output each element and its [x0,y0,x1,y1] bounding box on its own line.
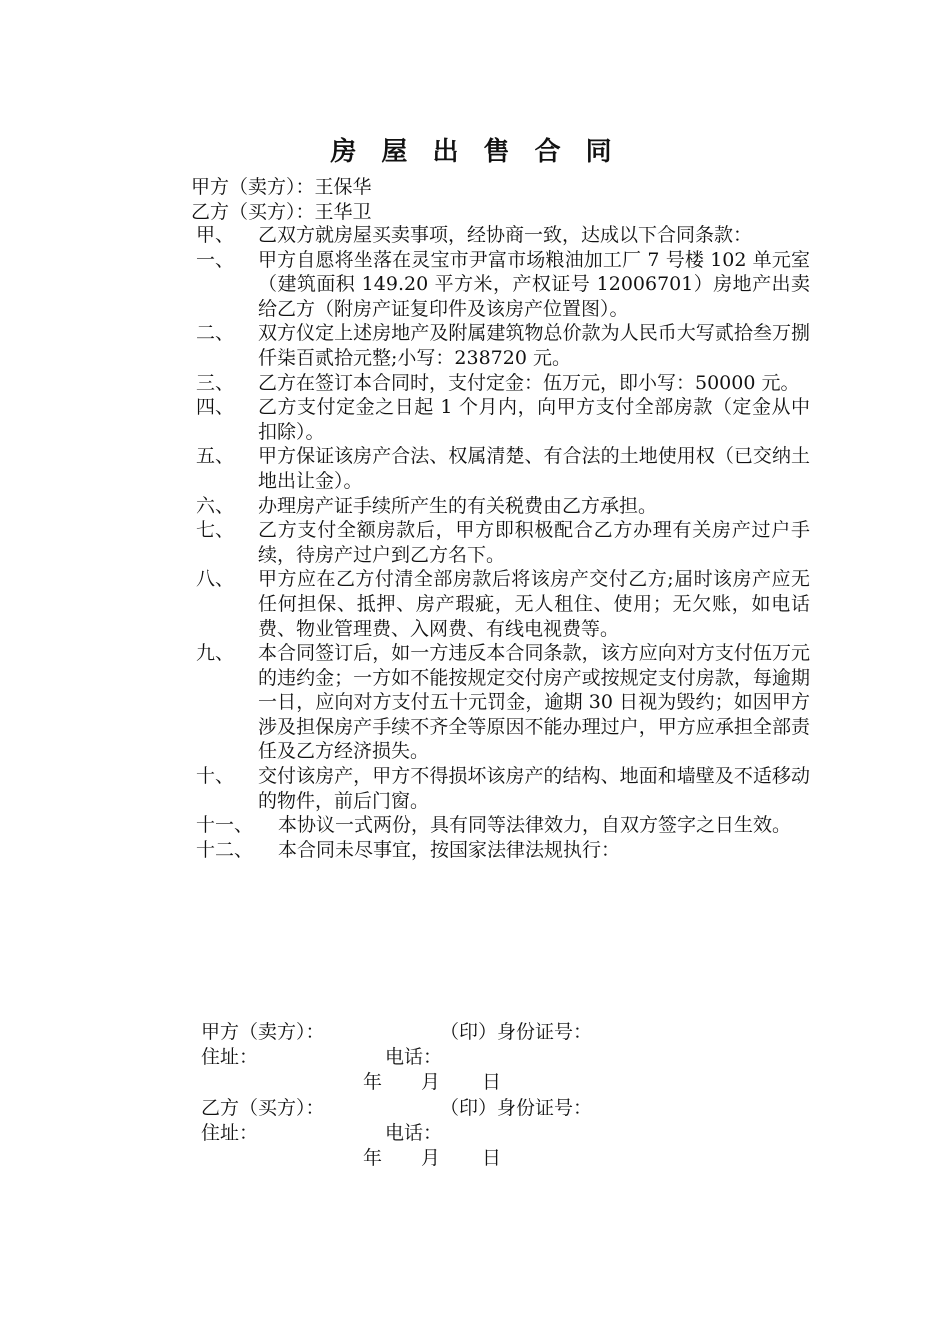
sig-buyer-year: 年 [363,1147,383,1169]
clause-text: 甲方自愿将坐落在灵宝市尹富市场粮油加工厂 7 号楼 102 单元室（建筑面积 149.20 平方米，产权证号 12006701）房地产出卖给乙方（附房产证复印件及该房产位置图）。 [258,248,810,320]
clause-text: 双方仪定上述房地产及附属建筑物总价款为人民币大写贰拾叁万捌仟柒百贰拾元整;小写：238720 元。 [258,322,810,369]
clause-text: 乙方支付全额房款后，甲方即积极配合乙方办理有关房产过户手续，待房产过户到乙方名下。 [258,519,810,566]
clause-item [196,395,810,444]
sig-seller-phone: 电话： [385,1046,443,1068]
sig-buyer-day: 日 [482,1147,502,1169]
clause-number: 七、 [196,519,235,542]
clause-text: 本合同签订后，如一方违反本合同条款，该方应向对方支付伍万元的违约金；一方如不能按规定交付房产或按规定支付房款，每逾期一日，应向对方支付五十元罚金，逾期 30 日视为毁约；如因甲方涉及担保房产手续不齐全等原因不能办理过户，甲方应承担全部责任及乙方经济损失。 [258,642,810,763]
clause-item [196,494,810,519]
clause-number: 二、 [196,322,235,345]
clause-text: 本合同未尽事宜，按国家法律法规执行： [278,838,621,861]
clause-number: 九、 [196,642,235,665]
clause-list [196,223,810,862]
sig-seller-month: 月 [421,1071,441,1093]
clause-text: 乙双方就房屋买卖事项，经协商一致，达成以下合同条款： [258,224,753,246]
clause-text: 乙方支付定金之日起 1 个月内，向甲方支付全部房款（定金从中扣除）。 [258,396,810,443]
clause-text: 本协议一式两份，具有同等法律效力，自双方签字之日生效。 [278,814,792,837]
clause-text: 甲方应在乙方付清全部房款后将该房产交付乙方;届时该房产应无任何担保、抵押、房产瑕疵，无人租住、使用；无欠账，如电话费、物业管理费、入网费、有线电视费等。 [258,568,810,640]
clause-text: 办理房产证手续所产生的有关税费由乙方承担。 [258,494,658,517]
clause-item [196,518,810,567]
sig-buyer-label: 乙方（买方）： [201,1097,325,1119]
sig-buyer-seal-id: （印）身份证号： [440,1097,593,1119]
clause-item [196,813,810,838]
clause-item [196,567,810,641]
clause-number: 甲、 [196,224,235,246]
clause-number: 三、 [196,371,235,394]
sig-seller-label: 甲方（卖方）： [201,1021,325,1043]
clause-number: 六、 [196,494,235,517]
buyer-line: 乙方（买方）：王华卫 [191,201,372,223]
clause-number: 八、 [196,568,235,591]
sig-seller-day: 日 [482,1071,502,1093]
clause-text: 交付该房产，甲方不得损坏该房产的结构、地面和墙壁及不适移动的物件，前后门窗。 [258,765,810,812]
clause-number: 五、 [196,445,235,468]
document-title: 房 屋 出 售 合 同 [330,137,620,167]
clause-text: 甲方保证该房产合法、权属清楚、有合法的土地使用权（已交纳土地出让金）。 [258,445,810,492]
sig-buyer-phone: 电话： [385,1122,443,1144]
sig-buyer-address: 住址： [201,1122,259,1144]
clause-number: 一、 [196,248,235,271]
clause-text: 乙方在签订本合同时，支付定金：伍万元，即小写：50000 元。 [258,371,800,394]
sig-seller-seal-id: （印）身份证号： [440,1021,593,1043]
clause-item [196,641,810,764]
clause-number: 十二、 [196,838,254,861]
clause-item [196,764,810,813]
clause-item [196,321,810,370]
clause-number: 十一、 [196,814,254,837]
clause-number: 十、 [196,765,235,788]
clause-item [196,248,810,322]
clause-item [196,444,810,493]
seller-line: 甲方（卖方）：王保华 [191,176,372,198]
clause-item [196,838,810,863]
clause-item [196,371,810,396]
sig-seller-address: 住址： [201,1046,259,1068]
sig-buyer-month: 月 [421,1147,441,1169]
sig-seller-year: 年 [363,1071,383,1093]
clause-item [196,223,810,248]
clause-number: 四、 [196,396,235,419]
